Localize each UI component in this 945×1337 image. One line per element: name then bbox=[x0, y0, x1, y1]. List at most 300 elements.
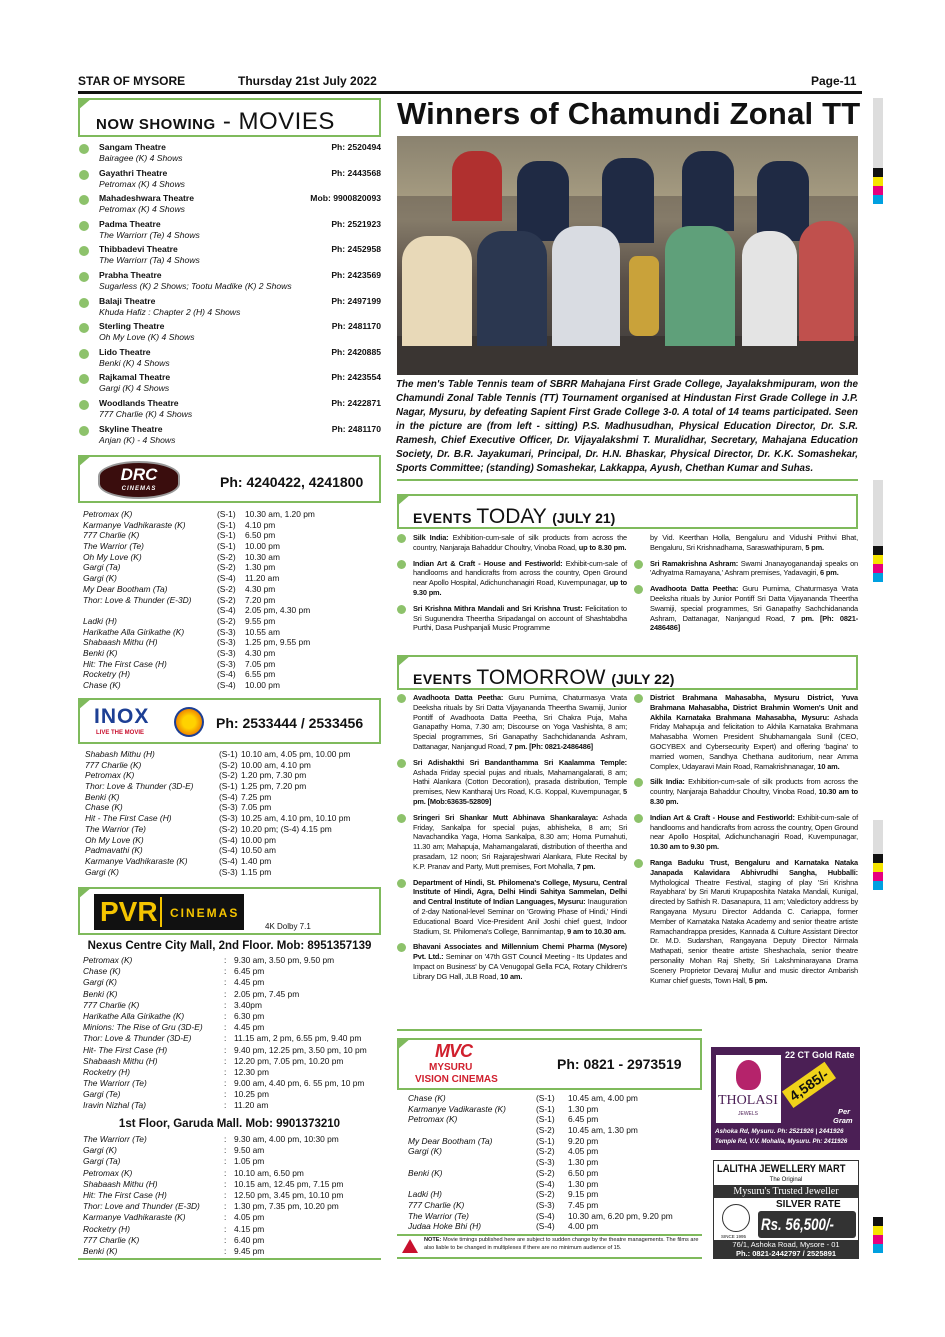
show-times: 1.20 pm, 7.30 pm bbox=[241, 770, 307, 781]
colon: : bbox=[224, 1189, 227, 1200]
print-registration-mark bbox=[873, 872, 883, 881]
mysuru-vision-header bbox=[397, 1038, 702, 1090]
warning-icon bbox=[402, 1239, 418, 1253]
screen-number: (S-2) bbox=[219, 823, 238, 834]
showtime-row bbox=[85, 792, 350, 803]
lalitha-since: SINCE 1995 bbox=[721, 1234, 747, 1239]
screen-number: (S-3) bbox=[219, 813, 238, 824]
show-times: 11.20 am bbox=[245, 573, 280, 584]
show-times: 10.50 am bbox=[241, 845, 276, 856]
show-times: 1.30 pm bbox=[568, 1157, 599, 1168]
screen-number: (S-1) bbox=[217, 519, 236, 530]
theatre-phone: Ph: 2521923 bbox=[331, 218, 381, 229]
colon: : bbox=[224, 1201, 227, 1212]
showtime-row bbox=[408, 1179, 673, 1190]
show-times: 1.30 pm bbox=[245, 562, 276, 573]
show-times: 10.25 am, 4.10 pm, 10.10 pm bbox=[241, 813, 351, 824]
events-label: EVENTS bbox=[413, 671, 477, 687]
page-number: Page-11 bbox=[811, 74, 857, 88]
movie-title: Benki (K) bbox=[83, 1245, 118, 1256]
show-times: 10.00 pm bbox=[245, 680, 280, 690]
show-times: 9.45 pm bbox=[234, 1245, 265, 1256]
inox-logo: INOX bbox=[94, 705, 150, 728]
colon: : bbox=[224, 1212, 227, 1223]
bullet-icon bbox=[397, 534, 406, 543]
show-times: 7.45 pm bbox=[568, 1199, 599, 1210]
event-title: Indian Art & Craft - House and Festiworld: bbox=[413, 558, 563, 568]
theatre-name: Mahadeshwara Theatre bbox=[99, 193, 195, 204]
showtime-row bbox=[83, 1179, 343, 1190]
show-times: 6.40 pm bbox=[234, 1234, 265, 1245]
show-times: 10.30 am, 1.20 pm bbox=[245, 509, 315, 519]
theatre-name: Sangam Theatre bbox=[99, 142, 166, 152]
bullet-icon bbox=[79, 272, 89, 282]
bullet-icon bbox=[397, 814, 406, 823]
bullet-icon bbox=[634, 585, 643, 594]
colon: : bbox=[224, 1234, 227, 1245]
movie-title: Gargi (K) bbox=[83, 573, 117, 584]
divider bbox=[397, 1029, 702, 1031]
showtime-row bbox=[85, 802, 350, 813]
mysuru-vision-phone: Ph: 0821 - 2973519 bbox=[557, 1056, 682, 1072]
divider bbox=[397, 1257, 702, 1259]
show-times: 12.50 pm, 3.45 pm, 10.10 pm bbox=[234, 1189, 344, 1200]
screen-number: (S-4) bbox=[217, 680, 236, 690]
theatre-name: Sterling Theatre bbox=[99, 321, 165, 332]
photo-caption: The men's Table Tennis team of SBRR Mahajana First Grade College, Jayalakshmipuram, won the Chamundi Zonal Table Tennis (TT) Tournament organised at Hindustan First Grade College in J.P. Nagar, Mysuru, by defeating Sapient First Grade College 3-0. A total of 14 teams participated. Seen in the picture are (from left - sitting) P.S. Madhusudhan, Physical Education Director, Dr. S.R. Ramesh, Chief Executive Officer, Dr. Vijayalakshmi T. Muralidhar, Secretary, Mahajana Education Society, Dr. B.R. Jayakumari, Principal, Dr. H.N. Bhaskar, Physical Director, Dr. K.K. Somashekar, Sports Committee; (standing) Somashekar, Lakkappa, Ayush, Chethan Kumar and Suhas. bbox=[396, 379, 858, 474]
movie-title: Petromax (K) bbox=[83, 955, 133, 965]
movie-title: Benki (K) bbox=[83, 988, 118, 999]
movie-title: Chase (K) bbox=[85, 802, 123, 813]
colon: : bbox=[224, 1223, 227, 1234]
event-details: Guru Purnima, Chaturmasya Vrata Deeksha rituals by Junior Pontiff Sri Datta Vijayananda Theertha Swamiji, special programmes, Sri Ganapathy Sachchidananda Ashram, Dattanagar, Nanjangud Road, bbox=[650, 584, 858, 623]
theatre-phone: Ph: 2423569 bbox=[331, 270, 381, 280]
theatre-phone: Ph: 2481170 bbox=[331, 321, 381, 332]
lalitha-ad bbox=[713, 1160, 859, 1259]
screen-number: (S-2) bbox=[536, 1125, 555, 1136]
showtime-row bbox=[408, 1114, 673, 1125]
colon: : bbox=[224, 1033, 227, 1044]
theatre-movies: Khuda Hafiz : Chapter 2 (H) 4 Shows bbox=[99, 306, 241, 317]
colon: : bbox=[224, 1044, 227, 1055]
movie-title: 777 Charlie (K) bbox=[83, 999, 140, 1010]
mvc-logo-mark: MVC bbox=[435, 1041, 472, 1061]
pvr-logo-text: PVR bbox=[100, 896, 158, 927]
event-details: Swami Jnanayoganandaji speaks on 'Adhyatma Ramayana,' Ashram premises, Yadavagiri, bbox=[650, 558, 858, 578]
show-times: 1.25 pm, 9.55 pm bbox=[245, 637, 311, 648]
showtime-row bbox=[83, 966, 367, 977]
showtime-row bbox=[83, 562, 315, 573]
print-registration-mark bbox=[873, 881, 883, 890]
showtime-row bbox=[83, 637, 315, 648]
today-label: TODAY bbox=[476, 505, 553, 528]
divider bbox=[397, 1234, 702, 1236]
colon: : bbox=[224, 1066, 227, 1077]
movie-title: Rocketry (H) bbox=[83, 669, 130, 680]
drc-showtimes bbox=[83, 509, 315, 691]
showtime-row bbox=[83, 955, 367, 966]
showtime-row bbox=[83, 989, 367, 1000]
show-times: 4.10 pm bbox=[245, 519, 276, 530]
movie-title bbox=[408, 1157, 536, 1168]
show-times: 1.40 pm bbox=[241, 855, 272, 866]
showtime-row bbox=[83, 1022, 367, 1033]
print-registration-mark bbox=[873, 177, 883, 186]
movie-title: Gargi (Ta) bbox=[83, 562, 121, 573]
showtime-row bbox=[83, 1212, 343, 1223]
nexus-showtimes bbox=[83, 955, 367, 1112]
event-details: Exhibition-cum-sale of silk products from across the country, Nanjaraja Bahaddur Choultry, Vinoba Road, bbox=[413, 533, 627, 552]
tomorrow-date: (JULY 22) bbox=[611, 671, 675, 687]
show-times: 1.05 pm bbox=[234, 1156, 265, 1167]
event-time: 10 am. bbox=[817, 761, 840, 771]
theatre-movies: 777 Charlie (K) 4 Shows bbox=[99, 409, 193, 419]
show-times: 9.30 am, 4.00 pm, 10:30 pm bbox=[234, 1134, 339, 1144]
theatre-item bbox=[78, 295, 381, 321]
screen-number: (S-1) bbox=[536, 1114, 555, 1125]
theatre-phone: Ph: 2422871 bbox=[331, 398, 381, 408]
silver-rate-label: SILVER RATE bbox=[776, 1199, 841, 1210]
screen-number: (S-4) bbox=[219, 845, 238, 856]
theatre-item bbox=[78, 397, 381, 423]
events-tomorrow-header bbox=[397, 655, 858, 690]
event-time: 9 am to 10.30 am. bbox=[567, 926, 626, 936]
bullet-icon bbox=[79, 195, 89, 205]
bullet-icon bbox=[79, 144, 89, 154]
separator: - bbox=[215, 108, 239, 135]
silver-rate-value: Rs. 56,500/- bbox=[761, 1215, 834, 1234]
bullet-icon bbox=[79, 170, 89, 180]
theatre-phone: Ph: 2481170 bbox=[331, 423, 381, 434]
drc-logo-text: DRC CINEMAS bbox=[120, 465, 158, 492]
garuda-showtimes bbox=[83, 1134, 343, 1257]
lalitha-sub: The Original bbox=[769, 1177, 803, 1183]
show-times: 4.00 pm bbox=[568, 1221, 599, 1232]
lalitha-phone: Ph.: 0821-2442797 / 2525891 bbox=[735, 1249, 837, 1258]
event-time: up to 9.30 pm. bbox=[413, 578, 627, 597]
print-registration-mark bbox=[873, 186, 883, 195]
screen-number: (S-2) bbox=[217, 562, 236, 573]
show-times: 2.05 pm, 7.45 pm bbox=[234, 988, 300, 999]
gold-rate-value: 4,585/- bbox=[782, 1062, 836, 1108]
showtime-row bbox=[83, 605, 315, 616]
tholasi-address: Ashoka Rd, Mysuru. Ph: 2521926 | 2441926 bbox=[715, 1128, 844, 1135]
movie-title bbox=[83, 605, 217, 616]
lalitha-brand: LALITHA JEWELLERY MART bbox=[717, 1163, 846, 1175]
showtime-row bbox=[408, 1093, 673, 1104]
print-registration-mark bbox=[873, 168, 883, 177]
event-time: 5 pm. bbox=[748, 975, 768, 985]
theatre-phone: Ph: 2497199 bbox=[331, 295, 381, 306]
movie-title: Chase (K) bbox=[83, 680, 121, 690]
screen-number: (S-4) bbox=[217, 669, 236, 680]
print-registration-mark bbox=[873, 546, 883, 555]
theatre-movies: Gargi (K) 4 Shows bbox=[99, 383, 170, 394]
bullet-icon bbox=[634, 694, 643, 703]
screen-number: (S-1) bbox=[217, 530, 236, 541]
event-details: Exhibit-cum-sale of handlooms and handicrafts from across the country, Open Ground near Apollo Hospital, Adichunchanagiri Road, Kuvempunagar, bbox=[413, 558, 627, 588]
movie-title: Rocketry (H) bbox=[83, 1223, 130, 1234]
showtime-row bbox=[83, 520, 315, 531]
colon: : bbox=[224, 1145, 227, 1156]
show-times: 10.45 am, 4.00 pm bbox=[568, 1093, 638, 1103]
header-rule bbox=[78, 91, 862, 94]
show-times: 9.55 pm bbox=[245, 615, 276, 626]
movie-title: Iravin Nizhal (Ta) bbox=[83, 1100, 146, 1111]
showtime-row bbox=[83, 1134, 343, 1145]
showtime-row bbox=[83, 1100, 367, 1111]
show-times: 4.05 pm bbox=[234, 1212, 265, 1223]
movie-title: Thor: Love and Thunder (E-3D) bbox=[83, 1201, 200, 1212]
showtime-row bbox=[408, 1125, 673, 1136]
showtime-row bbox=[83, 1145, 343, 1156]
timing-note bbox=[424, 1237, 700, 1252]
print-registration-mark bbox=[873, 854, 883, 863]
event-item bbox=[650, 858, 858, 985]
movie-title: Shabaash Mithu (H) bbox=[83, 1055, 158, 1066]
event-title: Avadhoota Datta Peetha: bbox=[413, 693, 504, 702]
movie-title: Harikathe Alla Girikathe (K) bbox=[83, 626, 185, 637]
showtime-row bbox=[83, 616, 315, 627]
movie-title: Chase (K) bbox=[408, 1093, 446, 1103]
pvr-header bbox=[78, 887, 381, 935]
showtime-row bbox=[83, 1067, 367, 1078]
event-details: Exhibition-cum-sale of silk products from across the country, Nanjaraja Bahaddur Choultry, Vinoba Road, bbox=[650, 777, 858, 797]
show-times: 4.05 pm bbox=[568, 1146, 599, 1157]
bullet-icon bbox=[397, 694, 406, 703]
movie-title: Benki (K) bbox=[85, 791, 120, 802]
showtime-row bbox=[83, 1156, 343, 1167]
event-time: 10.30 am to 8.30 pm. bbox=[650, 787, 858, 806]
showtime-row bbox=[83, 1246, 343, 1257]
showtime-row bbox=[85, 867, 350, 878]
event-time: 5 pm. [Mob:63635-52809] bbox=[413, 787, 627, 806]
showtime-row bbox=[408, 1189, 673, 1200]
event-title: Sringeri Sri Shankar Mutt Abhinava Shankaralaya: bbox=[413, 812, 599, 822]
events-today-right bbox=[650, 533, 858, 639]
event-time: 7 pm. bbox=[576, 861, 596, 871]
rate-unit: Gram bbox=[833, 1116, 853, 1125]
theatre-item bbox=[78, 243, 381, 269]
showtime-row bbox=[85, 824, 350, 835]
colon: : bbox=[224, 966, 227, 977]
theatre-movies: Petromax (K) 4 Shows bbox=[99, 204, 185, 215]
theatre-item bbox=[78, 192, 381, 218]
event-title: Silk India: bbox=[413, 533, 449, 542]
drc-phone: Ph: 4240422, 4241800 bbox=[220, 474, 364, 490]
inox-phone: Ph: 2533444 / 2533456 bbox=[216, 715, 364, 731]
movie-title: 777 Charlie (K) bbox=[85, 759, 142, 770]
event-title: Sri Adishakthi Sri Bandanthamma Sri Kaalamma Temple: bbox=[413, 757, 627, 767]
movie-title: Gargi (K) bbox=[85, 866, 119, 877]
showtime-row bbox=[85, 845, 350, 856]
movie-title: Minions: The Rise of Gru (3D-E) bbox=[83, 1022, 203, 1033]
event-details: by Vid. Keerthan Holla, Bengaluru and Vidushi Prithvi Bhat, Bengaluru, Sri Krishnadhama, Saraswathipuram, bbox=[650, 533, 858, 552]
showtime-row bbox=[83, 1000, 367, 1011]
bullet-icon bbox=[397, 605, 406, 614]
screen-number: (S-3) bbox=[536, 1199, 555, 1210]
rate-unit: Per bbox=[838, 1107, 851, 1116]
showtime-row bbox=[85, 813, 350, 824]
bullet-icon bbox=[79, 349, 89, 359]
colon: : bbox=[224, 1055, 227, 1066]
showtime-row bbox=[83, 669, 315, 680]
movie-title: Thor: Love & Thunder (E-3D) bbox=[83, 594, 192, 605]
screen-number: (S-4) bbox=[219, 834, 238, 845]
showtime-row bbox=[83, 1235, 343, 1246]
colon: : bbox=[224, 1022, 227, 1033]
bullet-icon bbox=[79, 426, 89, 436]
showtime-row bbox=[83, 659, 315, 670]
bullet-icon bbox=[79, 298, 89, 308]
movie-title: My Dear Bootham (Ta) bbox=[83, 583, 168, 594]
print-registration-mark bbox=[873, 98, 883, 168]
show-times: 1.30 pm bbox=[568, 1178, 599, 1189]
show-times: 10.20 pm; (S-4) 4.15 pm bbox=[241, 823, 332, 834]
show-times: 9.00 am, 4.40 pm, 6. 55 pm, 10 pm bbox=[234, 1078, 365, 1089]
theatre-name: Lido Theatre bbox=[99, 346, 151, 357]
event-details: Ashada Friday special pujas and rituals, Mahamangalarati, 8 am; Hathi Alankara (Cotton Decoration), prasada distribution, Temple premises, New Kantharaj Urs Road, K.G. Koppal, Kuvempunagar, bbox=[413, 767, 627, 797]
movie-title: The Warrior (Te) bbox=[85, 823, 146, 834]
screen-number: (S-2) bbox=[219, 759, 238, 770]
drc-logo bbox=[98, 461, 180, 499]
show-times: 7.20 pm bbox=[245, 594, 276, 605]
show-times: 10.45 am, 1.30 pm bbox=[568, 1125, 638, 1136]
drc-header bbox=[78, 455, 381, 503]
theatre-name: Gayathri Theatre bbox=[99, 167, 168, 178]
show-times: 10.15 am, 12.45 pm, 7.15 pm bbox=[234, 1178, 344, 1189]
showtime-row bbox=[408, 1146, 673, 1157]
show-times: 10.00 pm bbox=[245, 541, 280, 552]
theatre-name: Rajkamal Theatre bbox=[99, 372, 171, 383]
team-photo bbox=[397, 136, 858, 375]
movie-title: The Warrior (Te) bbox=[83, 541, 144, 552]
screen-number: (S-1) bbox=[219, 781, 238, 792]
screen-number: (S-1) bbox=[217, 541, 236, 552]
screen-number: (S-2) bbox=[219, 770, 238, 781]
pvr-logo-sub: CINEMAS bbox=[170, 906, 240, 920]
showtime-row bbox=[83, 977, 367, 988]
showtime-row bbox=[408, 1211, 673, 1222]
theatre-phone: Ph: 2443568 bbox=[331, 167, 381, 178]
movie-title: Rocketry (H) bbox=[83, 1066, 130, 1077]
movie-title: Gargi (K) bbox=[408, 1146, 442, 1157]
movies-label: MOVIES bbox=[238, 108, 335, 135]
screen-number: (S-4) bbox=[219, 855, 238, 866]
theatre-name: Skyline Theatre bbox=[99, 423, 163, 434]
show-times: 7.05 pm bbox=[245, 658, 276, 669]
movie-title: Hit- The First Case (H) bbox=[83, 1044, 168, 1055]
note-label: NOTE: bbox=[424, 1237, 442, 1243]
screen-number: (S-2) bbox=[217, 583, 236, 594]
bullet-icon bbox=[79, 221, 89, 231]
showtime-row bbox=[83, 1033, 367, 1044]
lalitha-tagline: Mysuru's Trusted Jeweller bbox=[714, 1185, 858, 1198]
theatre-item bbox=[78, 141, 381, 167]
event-time: 6 pm. bbox=[820, 568, 839, 578]
theatre-movies: Sugarless (K) 2 Shows; Tootu Madike (K) 2 Shows bbox=[99, 281, 292, 291]
show-times: 1.15 pm bbox=[241, 866, 272, 877]
screen-number: (S-2) bbox=[217, 615, 236, 626]
showtime-row bbox=[83, 648, 315, 659]
now-showing-label: NOW SHOWING bbox=[96, 116, 216, 133]
screen-number: (S-1) bbox=[217, 509, 236, 519]
show-times: 6.55 pm bbox=[245, 669, 276, 680]
show-times: 1.30 pm bbox=[568, 1103, 599, 1114]
movie-title: Shabash Mithu (H) bbox=[85, 749, 155, 759]
movie-title: Hit: The First Case (H) bbox=[83, 658, 167, 669]
movie-title: Gargi (K) bbox=[83, 977, 117, 988]
event-item bbox=[413, 559, 627, 598]
event-details: Mythological Theatre Festival, staging of play 'Sri Krishna Rayabhara' by Sri Maruti Krupaposhita Nataka Mandali, Kunigal, directed by Sathish R. Dasanapura, 11 am; Valedictory address by Rangayana Mysuru Director Addanda C. Cariappa, former Member of Karnataka Nataka Academy and senior theatre artiste Ramachandrappa presides, Kannada & Culture Assistant Director Dr. M.D. Sudarshan, Rangayana Deputy Director Nirmala Mathapati, senior theatre artiste Sheshachala, senior theatre personality Mohan Raj Shetty, Sri Lakshminarayana Drama Scenery Proprietor Devaraj Mullur and music director Ambarish Kumar chief guests, Town Hall, bbox=[650, 877, 858, 985]
colon: : bbox=[224, 977, 227, 988]
screen-number: (S-2) bbox=[217, 594, 236, 605]
theatre-phone: Mob: 9900820093 bbox=[310, 193, 381, 204]
theatre-movies: Anjan (K) - 4 Shows bbox=[99, 434, 176, 445]
event-details: Felicitation to Sri Sugunendra Theertha Sripadangal on account of Shashtabdha Purthi, Dasa Pushpanjali Music Programme bbox=[413, 603, 627, 633]
inox-header bbox=[78, 698, 381, 744]
show-times: 10.30 am, 6.20 pm, 9.20 pm bbox=[568, 1210, 673, 1221]
movie-title: Ladki (H) bbox=[408, 1189, 442, 1200]
movie-title: Ladki (H) bbox=[83, 615, 117, 626]
show-times: 9.15 pm bbox=[568, 1189, 599, 1200]
colon: : bbox=[224, 1156, 227, 1167]
showtime-row bbox=[408, 1200, 673, 1211]
colon: : bbox=[224, 999, 227, 1010]
showtime-row bbox=[408, 1221, 673, 1232]
movie-title: Harikathe Alla Girikathe (K) bbox=[83, 1010, 185, 1021]
colon: : bbox=[224, 955, 227, 965]
show-times: 10.30 am bbox=[245, 551, 280, 562]
screen-number: (S-3) bbox=[219, 802, 238, 813]
show-times: 3.40pm bbox=[234, 999, 262, 1010]
showtime-row bbox=[83, 1011, 367, 1022]
tholasi-ad bbox=[711, 1047, 860, 1150]
tholasi-address: Temple Rd, V.V. Mohalla, Mysuru. Ph: 2411926 bbox=[715, 1138, 848, 1145]
event-time: 7 pm. [Ph: 0821-2486486] bbox=[508, 741, 593, 751]
movie-title: Thor: Love & Thunder (3D-E) bbox=[83, 1033, 192, 1044]
showtime-row bbox=[83, 1078, 367, 1089]
showtime-row bbox=[408, 1157, 673, 1168]
show-times: 9.50 am bbox=[234, 1145, 265, 1156]
event-details: Inauguration of 2-day National-level Seminar on 'Growing Phase of Hindi,' Hindi Educational Board Vice-President Anil Joshi chief guest, Indoor Stadium, St. Philomena's College, Bannimantap, bbox=[413, 897, 627, 936]
divider bbox=[78, 1258, 381, 1260]
theatre-name: Thibbadevi Theatre bbox=[99, 244, 178, 255]
print-registration-mark bbox=[873, 820, 883, 854]
garuda-heading: 1st Floor, Garuda Mall. Mob: 9901373210 bbox=[118, 1118, 341, 1130]
screen-number: (S-3) bbox=[217, 658, 236, 669]
show-times: 11.20 am bbox=[234, 1100, 269, 1111]
event-item bbox=[413, 758, 627, 807]
show-times: 4.15 pm bbox=[234, 1223, 265, 1234]
lalitha-address: 76/1, Ashoka Road, Mysore - 01 bbox=[732, 1240, 840, 1249]
event-title: Sri Ramakrishna Ashram: bbox=[650, 558, 739, 568]
theatre-item bbox=[78, 423, 381, 449]
theatre-movies: Benki (K) 4 Shows bbox=[99, 357, 170, 368]
theatre-item bbox=[78, 218, 381, 244]
show-times: 10.00 am, 4.10 pm bbox=[241, 759, 311, 770]
print-registration-mark bbox=[873, 573, 883, 582]
showtime-row bbox=[83, 1089, 367, 1100]
bullet-icon bbox=[397, 759, 406, 768]
theatre-movies: Petromax (K) 4 Shows bbox=[99, 178, 185, 189]
showtime-row bbox=[83, 1201, 343, 1212]
event-title: Department of Hindi, St. Philomena's College, Mysuru, Central Institute of Hindi, Agra, Delhi Hindi Sahitya Sammelan, Delhi and Central Institute of Indian Languages, Mysuru: bbox=[413, 877, 627, 907]
movie-title: 777 Charlie (K) bbox=[408, 1199, 465, 1210]
movie-title: Benki (K) bbox=[408, 1167, 443, 1178]
showtime-row bbox=[83, 680, 315, 691]
theatre-name: Prabha Theatre bbox=[99, 270, 162, 280]
